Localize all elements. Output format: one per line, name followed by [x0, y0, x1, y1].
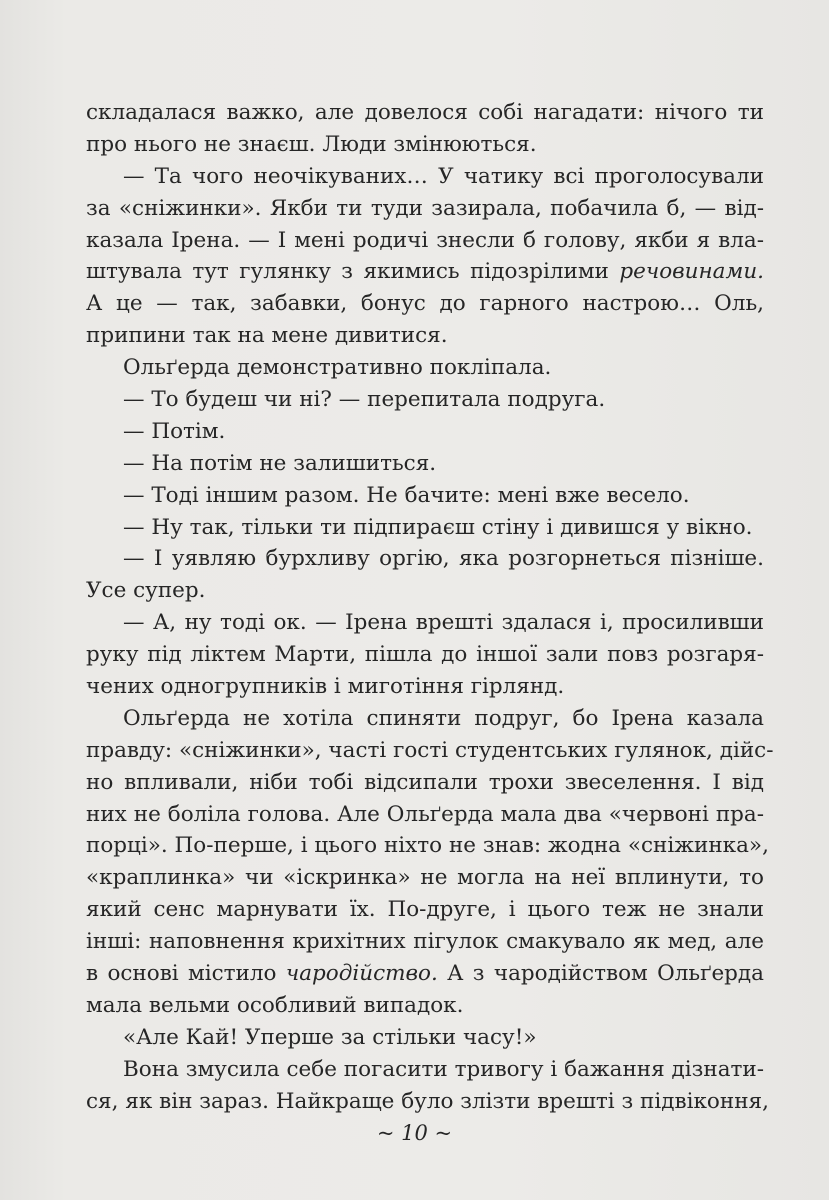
text-line: А це — так, забавки, бонус до гарного настрою… Оль, [86, 291, 764, 317]
text-line: про нього не знаєш. Люди змінюються. [86, 131, 537, 157]
text-line: — Тоді іншим разом. Не бачите: мені вже весело. [123, 482, 690, 508]
text-line: Ольґерда демонстративно покліпала. [123, 355, 552, 381]
text-line: за «сніжинки». Якби ти туди зазирала, побачила б, — від- [86, 195, 764, 221]
text-line: Вона змусила себе погасити тривогу і бажання дізнати- [123, 1056, 764, 1082]
text-line: — То будеш чи ні? — перепитала подруга. [123, 387, 606, 413]
text-line: складалася важко, але довелося собі нагадати: нічого ти [86, 100, 764, 125]
text-run: штувала тут гулянку з якимись підозрілими [86, 259, 620, 285]
text-line [86, 256, 764, 288]
text-line: «Але Кай! Уперше за стільки часу!» [123, 1024, 537, 1050]
text-line: «краплинка» чи «іскринка» не могла на неї вплинути, то [86, 865, 764, 891]
text-line: — На потім не залишиться. [123, 450, 437, 476]
text-run: А з чародійством Ольґерда [437, 961, 764, 987]
italic-word: речовинами. [619, 259, 764, 285]
text-line: руку під ліктем Марти, пішла до іншої зали повз розгаря- [86, 642, 764, 668]
page-number: ~ 10 ~ [376, 1121, 453, 1145]
text-line: припини так на мене дивитися. [86, 323, 448, 349]
text-line: них не боліла голова. Але Ольґерда мала два «червоні пра- [86, 801, 764, 827]
text-line: — Ну так, тільки ти підпираєш стіну і дивишся у вікно. [123, 514, 753, 540]
text-line: — І уявляю бурхливу оргію, яка розгорнеться пізніше. [123, 546, 764, 572]
text-line: — Та чого неочікуваних… У чатику всі проголосували [123, 163, 764, 189]
text-line: — А, ну тоді ок. — Ірена врешті здалася і, просиливши [123, 610, 764, 636]
text-line: казала Ірена. — І мені родичі знесли б голову, якби я вла- [86, 227, 764, 253]
text-line: — Потім. [123, 418, 226, 444]
italic-word: чародійство. [285, 961, 438, 987]
text-line: Усе супер. [86, 578, 206, 604]
text-line: ся, як він зараз. Найкраще було злізти врешті з підвіконня, [86, 1088, 769, 1114]
text-line [86, 958, 764, 990]
text-run: в основі містило [86, 961, 286, 987]
body-text [86, 97, 774, 1118]
text-line: но впливали, ніби тобі відсипали трохи звеселення. І від [86, 769, 764, 795]
text-line: чених одногрупників і миготіння гірлянд. [86, 674, 565, 700]
text-line: Ольґерда не хотіла спиняти подруг, бо Ірена казала [123, 705, 764, 731]
text-line: порці». По-перше, і цього ніхто не знав: жодна «сніжинка», [86, 833, 769, 859]
text-line: мала вельми особливий випадок. [86, 992, 464, 1018]
text-line: правду: «сніжинки», часті гості студентських гулянок, дійс- [86, 737, 774, 763]
text-line: інші: наповнення крихітних пігулок смакувало як мед, але [86, 929, 764, 955]
text-line: який сенс марнувати їх. По-друге, і цього теж не знали [86, 897, 764, 923]
